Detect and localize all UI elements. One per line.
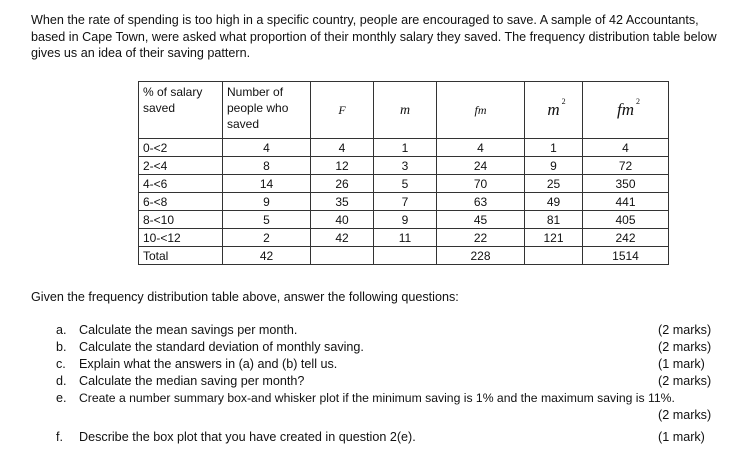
question-text: Create a number summary box-and whisker plot if the minimum saving is 1% and the maximum saving is 11%. (79, 391, 675, 405)
cell-m: 3 (374, 157, 437, 175)
cell-m2: 25 (525, 175, 583, 193)
cell-m: 11 (374, 229, 437, 247)
header-fm2 (583, 82, 669, 139)
question-a (56, 323, 746, 338)
frequency-table (138, 81, 669, 265)
cell-total-m2 (525, 247, 583, 265)
intro-paragraph: When the rate of spending is too high in a specific country, people are encouraged to save. A sample of 42 Accountants, based in Cape Town, were asked what proportion of their monthly salary they saved. The frequency distribution table below gives us an idea of their saving pattern. (31, 13, 717, 60)
cell-range: 10-<12 (139, 229, 223, 247)
cell-people: 2 (223, 229, 311, 247)
cell-m: 7 (374, 193, 437, 211)
question-letter: d. (56, 374, 67, 388)
cell-total-F (311, 247, 374, 265)
question-text: Calculate the mean savings per month. (79, 323, 298, 337)
header-m2-base: m (547, 99, 560, 119)
given-statement: Given the frequency distribution table above, answer the following questions: (31, 290, 459, 304)
cell-total-m (374, 247, 437, 265)
header-m2 (525, 82, 583, 139)
cell-m2: 9 (525, 157, 583, 175)
header-m (374, 82, 437, 139)
header-fm (437, 82, 525, 139)
cell-range: 6-<8 (139, 193, 223, 211)
question-letter: f. (56, 430, 63, 444)
cell-people: 9 (223, 193, 311, 211)
question-marks: (2 marks) (658, 374, 712, 388)
cell-F: 12 (311, 157, 374, 175)
cell-fm: 45 (437, 211, 525, 229)
cell-total-label: Total (139, 247, 223, 265)
header-people: Number of people who saved (223, 82, 311, 139)
question-marks: (1 mark) (658, 430, 705, 444)
question-c (56, 357, 746, 372)
cell-fm: 24 (437, 157, 525, 175)
question-letter: c. (56, 357, 66, 371)
question-e (56, 391, 746, 423)
question-text: Calculate the median saving per month? (79, 374, 305, 388)
cell-m2: 81 (525, 211, 583, 229)
cell-fm2: 405 (583, 211, 669, 229)
question-letter: a. (56, 323, 67, 337)
cell-fm: 63 (437, 193, 525, 211)
table-row (139, 139, 669, 157)
cell-F: 42 (311, 229, 374, 247)
cell-people: 4 (223, 139, 311, 157)
question-marks: (2 marks) (658, 340, 712, 354)
cell-total-fm: 228 (437, 247, 525, 265)
cell-fm2: 72 (583, 157, 669, 175)
question-text: Calculate the standard deviation of monthly saving. (79, 340, 364, 354)
table-header-row (139, 82, 669, 139)
cell-range: 2-<4 (139, 157, 223, 175)
table-row (139, 211, 669, 229)
question-letter: e. (56, 391, 67, 405)
cell-m2: 121 (525, 229, 583, 247)
table-row (139, 193, 669, 211)
cell-m2: 1 (525, 139, 583, 157)
cell-fm2: 4 (583, 139, 669, 157)
question-marks: (2 marks) (658, 323, 712, 337)
header-m2-exponent: 2 (561, 96, 566, 106)
header-m2-text (547, 96, 566, 119)
header-salary: % of salary saved (139, 82, 223, 139)
cell-fm2: 350 (583, 175, 669, 193)
cell-F: 26 (311, 175, 374, 193)
cell-fm: 4 (437, 139, 525, 157)
cell-range: 4-<6 (139, 175, 223, 193)
cell-F: 4 (311, 139, 374, 157)
table-total-row (139, 247, 669, 265)
cell-range: 0-<2 (139, 139, 223, 157)
question-b (56, 340, 746, 355)
cell-m2: 49 (525, 193, 583, 211)
question-marks: (1 mark) (658, 357, 705, 371)
cell-fm2: 441 (583, 193, 669, 211)
cell-fm2: 242 (583, 229, 669, 247)
cell-F: 40 (311, 211, 374, 229)
table-row (139, 229, 669, 247)
cell-fm: 22 (437, 229, 525, 247)
cell-m: 9 (374, 211, 437, 229)
question-f (56, 430, 746, 445)
cell-total-fm2: 1514 (583, 247, 669, 265)
table-row (139, 175, 669, 193)
cell-fm: 70 (437, 175, 525, 193)
question-d (56, 374, 746, 389)
cell-F: 35 (311, 193, 374, 211)
question-marks: (2 marks) (658, 408, 712, 422)
cell-m: 1 (374, 139, 437, 157)
table-row (139, 157, 669, 175)
cell-people: 8 (223, 157, 311, 175)
cell-people: 14 (223, 175, 311, 193)
cell-range: 8-<10 (139, 211, 223, 229)
question-text: Explain what the answers in (a) and (b) tell us. (79, 357, 338, 371)
header-F-text: F (338, 103, 346, 117)
header-F (311, 82, 374, 139)
header-fm2-text (617, 96, 640, 119)
question-letter: b. (56, 340, 67, 354)
header-fm2-base: fm (617, 99, 634, 119)
header-m-text: m (399, 102, 411, 118)
cell-total-people: 42 (223, 247, 311, 265)
header-fm2-exponent: 2 (636, 96, 640, 106)
cell-m: 5 (374, 175, 437, 193)
header-fm-text: fm (474, 103, 487, 117)
cell-people: 5 (223, 211, 311, 229)
question-text: Describe the box plot that you have created in question 2(e). (79, 430, 416, 444)
